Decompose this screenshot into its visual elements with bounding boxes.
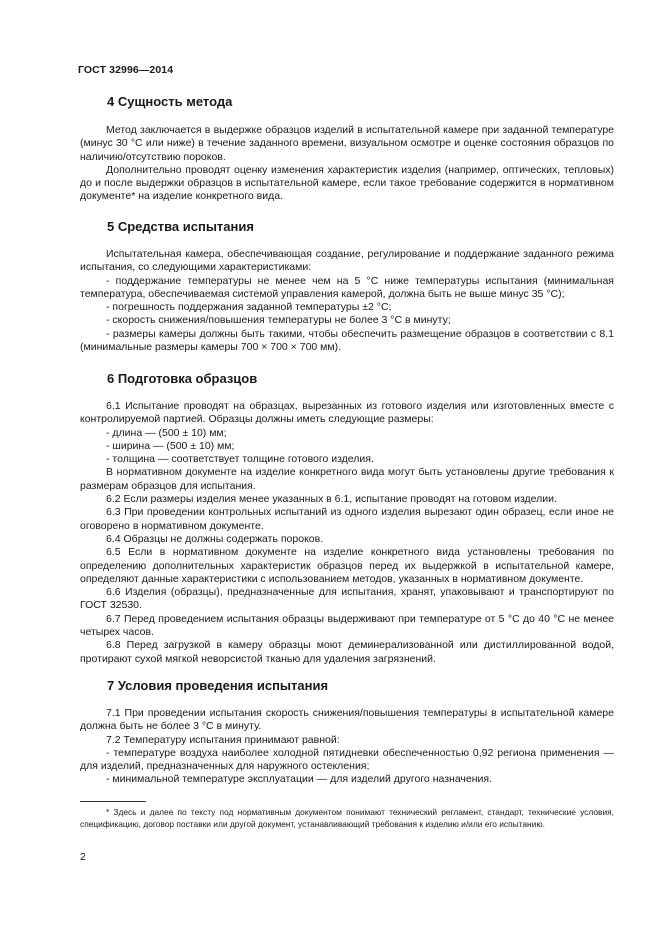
footnote — [80, 806, 614, 830]
footnote-divider — [80, 801, 146, 802]
list-item: - ширина — (500 ± 10) мм; — [106, 439, 235, 452]
section-7-title: 7 Условия проведения испытания — [107, 678, 329, 693]
list-item: - толщина — соответствует толщине готового изделия. — [106, 453, 374, 466]
section-4-body — [80, 124, 614, 204]
section-4-title: 4 Сущность метода — [107, 94, 233, 109]
clause-7-2: 7.2 Температуру испытания принимают равной: — [106, 733, 340, 746]
section-7-body — [80, 707, 614, 787]
paragraph: Испытательная камера, обеспечивающая создание, регулирование и поддержание заданного режима испытания, со следующими характеристиками: — [80, 248, 614, 274]
clause-6-2: 6.2 Если размеры изделия менее указанных в 6.1, испытание проводят на готовом изделии. — [106, 493, 557, 506]
clause-6-8: 6.8 Перед загрузкой в камеру образцы моют деминерализованной или дистиллированной водой, протирают сухой мягкой неворсистой тканью для удаления загрязнений. — [80, 639, 614, 665]
list-item: - размеры камеры должны быть такими, чтобы обеспечить размещение образцов в соответствии с 8.1 (минимальные размеры камеры 700 × 700 × 700 мм). — [80, 327, 614, 354]
paragraph: Дополнительно проводят оценку изменения характеристик изделия (например, оптических, тепловых) до и после выдержки образцов в испытательной камере, если такое требование содержится в нормативном документе* на изделие конкретного вида. — [80, 163, 614, 203]
footnote-text: * Здесь и далее по тексту под нормативным документом понимают технический регламент, стандарт, технические условия, спецификацию, договор поставки или другой документ, устанавливающий требования к изделию и/или его испытанию. — [80, 807, 614, 829]
clause-6-3: 6.3 При проведении контрольных испытаний из одного изделия вырезают один образец, если иное не оговорено в нормативном документе. — [80, 506, 614, 532]
page-number: 2 — [80, 851, 86, 863]
section-6-body — [80, 400, 614, 666]
list-item: - температуре воздуха наиболее холодной пятидневки обеспеченностью 0,92 региона применения — для изделий, предназначенных для наружного остекления; — [80, 746, 614, 773]
document-code: ГОСТ 32996—2014 — [78, 64, 174, 76]
section-6-title: 6 Подготовка образцов — [107, 371, 258, 386]
list-item: - погрешность поддержания заданной температуры ±2 °С; — [106, 301, 392, 314]
list-item: - поддержание температуры не менее чем на 5 °С ниже температуры испытания (минимальная температура, обеспечиваемая системой управления камерой, должна быть не выше минус 35 °С); — [80, 274, 614, 300]
clause-6-4: 6.4 Образцы не должны содержать пороков. — [106, 532, 324, 545]
section-5-body — [80, 248, 614, 354]
paragraph: Метод заключается в выдержке образцов изделий в испытательной камере при заданной температуре (минус 30 °С или ниже) в течение заданного времени, визуальном осмотре и оценке состояния образцов по наличию/отсутствию пороков. — [80, 124, 614, 163]
clause-6-1: 6.1 Испытание проводят на образцах, вырезанных из готового изделия или изготовленных вместе с контролируемой партией. Образцы должны иметь следующие размеры: — [80, 400, 614, 426]
list-item: - минимальной температуре эксплуатации — для изделий другого назначения. — [106, 773, 493, 786]
clause-6-5: 6.5 Если в нормативном документе на изделие конкретного вида установлены требования по определению дополнительных характеристик образцов перед их выдержкой в испытательной камере, определяют данные характеристики с использованием методов, указанных в нормативном документе. — [80, 546, 614, 585]
list-item: - скорость снижения/повышения температуры не более 3 °С в минуту; — [106, 314, 451, 327]
paragraph: В нормативном документе на изделие конкретного вида могут быть установлены другие требования к размерам образцов для испытания. — [80, 466, 614, 492]
clause-7-1: 7.1 При проведении испытания скорость снижения/повышения температуры в испытательной камере должна быть не более 3 °С в минуту. — [80, 707, 614, 733]
clause-6-6: 6.6 Изделия (образцы), предназначенные для испытания, хранят, упаковывают и транспортируют по ГОСТ 32530. — [80, 586, 614, 612]
list-item: - длина — (500 ± 10) мм; — [106, 426, 227, 439]
clause-6-7: 6.7 Перед проведением испытания образцы выдерживают при температуре от 5 °С до 40 °С не менее четырех часов. — [80, 612, 614, 639]
section-5-title: 5 Средства испытания — [107, 219, 254, 234]
